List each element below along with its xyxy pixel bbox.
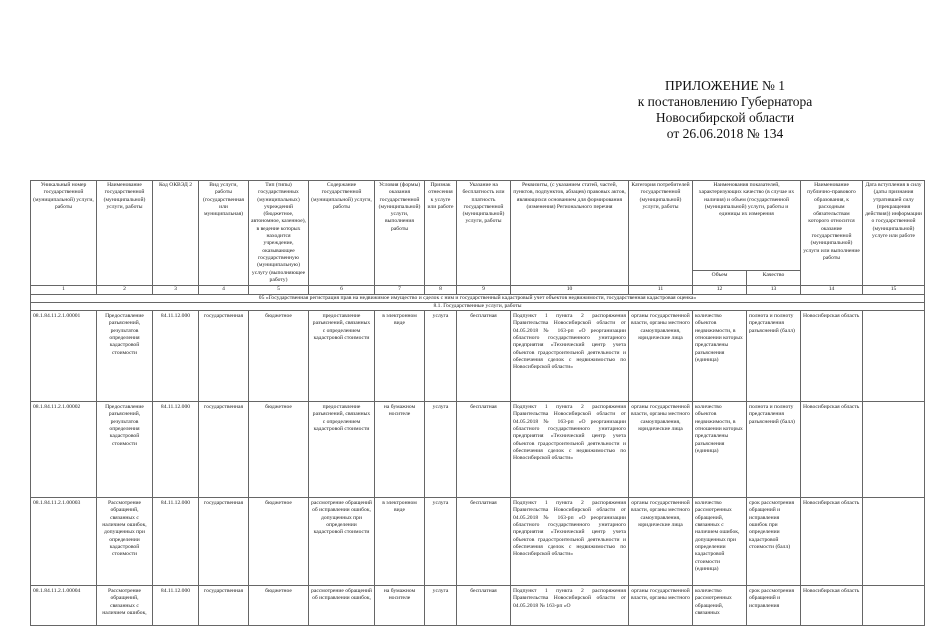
cell-name: Рассмотрение обращений, связанных с наличием ошибок, — [97, 586, 153, 626]
column-number: 11 — [629, 286, 693, 295]
cell-code: 08.1.84.11.2.1.00004 — [31, 586, 97, 626]
cell-inst-type: бюджетное — [249, 402, 309, 498]
cell-kind: государственная — [199, 311, 249, 402]
cell-inst-type: бюджетное — [249, 311, 309, 402]
cell-entity: Новосибирская область — [801, 498, 863, 586]
cell-payment: бесплатная — [457, 402, 511, 498]
section-row — [31, 295, 925, 303]
subsection-title: 8.1. Государственные услуги, работы — [31, 303, 925, 311]
column-number: 14 — [801, 286, 863, 295]
cell-quality: полнота и полноту представления разъяснений (балл) — [747, 311, 801, 402]
col-header-legal: Реквизиты, (с указанием статей, частей, пунктов, подпунктов, абзацев) правовых актов, являющихся основанием для формирования (изменения) Регионального перечня — [511, 181, 629, 286]
col-header-inst-type: Тип (типы) государственных (муниципальных) учреждений (бюджетное, автономное, казенное), в ведение которых находится учреждение, оказывающее государственную (муниципальную) услугу (выполняющее работу) — [249, 181, 309, 286]
col-header-kind: Вид услуги, работы (государственная или муниципальная) — [199, 181, 249, 286]
appendix-region: Новосибирской области — [655, 110, 795, 125]
table-row — [31, 586, 925, 626]
cell-content: рассмотрение обращений об исправлении ошибок, допущенных при определении кадастровой стоимости — [309, 498, 375, 586]
header-row — [31, 181, 925, 271]
cell-volume: количество объектов недвижимости, в отношении которых представлены разъяснения (единица) — [693, 311, 747, 402]
cell-conditions: в электронном виде — [375, 498, 425, 586]
cell-name: Рассмотрение обращений, связанных с наличием ошибок, допущенных при определении кадастровой стоимости — [97, 498, 153, 586]
col-header-date: Дата вступления в силу (даты признания утратившей силу (прекращения действия)) информации о государственной (муниципальной) услуге или работе — [863, 181, 925, 286]
cell-sign: услуга — [425, 498, 457, 586]
column-number: 6 — [309, 286, 375, 295]
cell-entity: Новосибирская область — [801, 586, 863, 626]
cell-legal: Подпункт 1 пункта 2 распоряжения Правительства Новосибирской области от 04.05.2018 № 163-рп «О — [511, 586, 629, 626]
column-number: 8 — [425, 286, 457, 295]
cell-consumers: органы государственной власти, органы местного самоуправления, юридические лица — [629, 311, 693, 402]
appendix-date: от 26.06.2018 № 134 — [666, 126, 784, 141]
cell-payment: бесплатная — [457, 498, 511, 586]
cell-payment: бесплатная — [457, 311, 511, 402]
cell-consumers: органы государственной власти, органы местного самоуправления, юридические лица — [629, 402, 693, 498]
cell-date — [863, 402, 925, 498]
column-number: 13 — [747, 286, 801, 295]
col-header-indicators: Наименования показателей, характеризующих качество (в случае их наличия) и объем (государственной (муниципальной) услуги, работы и единицы их измерения — [693, 181, 801, 271]
cell-conditions: в электронном виде — [375, 311, 425, 402]
cell-okved: 84.11.12.000 — [153, 498, 199, 586]
cell-okved: 84.11.12.000 — [153, 586, 199, 626]
cell-conditions: на бумажном носителе — [375, 402, 425, 498]
cell-kind: государственная — [199, 498, 249, 586]
table-row — [31, 311, 925, 402]
column-number: 9 — [457, 286, 511, 295]
column-number: 7 — [375, 286, 425, 295]
cell-name: Предоставление разъяснений, результатов определения кадастровой стоимости — [97, 402, 153, 498]
column-number: 10 — [511, 286, 629, 295]
cell-volume: количество объектов недвижимости, в отношении которых представлены разъяснения (единица) — [693, 402, 747, 498]
column-number: 1 — [31, 286, 97, 295]
cell-payment: бесплатная — [457, 586, 511, 626]
col-header-payment: Указание на бесплатность или платность государственной (муниципальной) услуги, работы — [457, 181, 511, 286]
col-header-quality: Качество — [747, 271, 801, 286]
column-number: 5 — [249, 286, 309, 295]
cell-legal: Подпункт 1 пункта 2 распоряжения Правительства Новосибирской области от 04.05.2018 № 163-рп «О реорганизации областного государственного унитарного предприятия «Технический центр учета объектов градостроительной деятельности и обеспечения сделок с недвижимостью по Новосибирской области» — [511, 498, 629, 586]
cell-kind: государственная — [199, 402, 249, 498]
cell-quality: срок рассмотрения обращений и исправления ошибок при определении кадастровой стоимости (балл) — [747, 498, 801, 586]
cell-legal: Подпункт 1 пункта 2 распоряжения Правительства Новосибирской области от 04.05.2018 № 163-рп «О реорганизации областного государственного унитарного предприятия «Технический центр учета объектов градостроительной деятельности и обеспечения сделок с недвижимостью по Новосибирской области» — [511, 311, 629, 402]
column-number: 15 — [863, 286, 925, 295]
col-header-entity: Наименование публично-правового образования, к расходным обязательствам которого относится оказание государственной (муниципальной) услуги или выполнение работы — [801, 181, 863, 286]
cell-okved: 84.11.12.000 — [153, 402, 199, 498]
cell-quality: полнота и полноту представления разъяснений (балл) — [747, 402, 801, 498]
services-registry-table — [30, 180, 925, 626]
column-number: 12 — [693, 286, 747, 295]
cell-volume: количество рассмотренных обращений, связанных — [693, 586, 747, 626]
cell-name: Предоставление разъяснений, результатов определения кадастровой стоимости — [97, 311, 153, 402]
col-header-sign: Признак отнесения к услуге или работе — [425, 181, 457, 286]
cell-conditions: на бумажном носителе — [375, 586, 425, 626]
col-header-okved: Код ОКВЭД 2 — [153, 181, 199, 286]
cell-consumers: органы государственной власти, органы местного — [629, 586, 693, 626]
subsection-row — [31, 303, 925, 311]
table-row — [31, 402, 925, 498]
cell-okved: 84.11.12.000 — [153, 311, 199, 402]
cell-entity: Новосибирская область — [801, 311, 863, 402]
col-header-name: Наименование государственной (муниципальной) услуги, работы — [97, 181, 153, 286]
cell-code: 08.1.84.11.2.1.00002 — [31, 402, 97, 498]
appendix-title: ПРИЛОЖЕНИЕ № 1 — [664, 78, 786, 93]
cell-kind: государственная — [199, 586, 249, 626]
cell-consumers: органы государственной власти, органы местного самоуправления, юридические лица — [629, 498, 693, 586]
cell-code: 08.1.84.11.2.1.00003 — [31, 498, 97, 586]
column-numbers-row — [31, 286, 925, 295]
document-header — [560, 78, 890, 142]
cell-content: предоставление разъяснений, связанных с определением кадастровой стоимости — [309, 311, 375, 402]
cell-date — [863, 311, 925, 402]
column-number: 3 — [153, 286, 199, 295]
cell-inst-type: бюджетное — [249, 498, 309, 586]
cell-date — [863, 586, 925, 626]
section-title: 05 «Государственная регистрация прав на недвижимое имущество и сделок с ним и государственный кадастровый учет объектов недвижимости, государственная кадастровая оценка» — [31, 295, 925, 303]
cell-legal: Подпункт 1 пункта 2 распоряжения Правительства Новосибирской области от 04.05.2018 № 163-рп «О реорганизации областного государственного унитарного предприятия «Технический центр учета объектов градостроительной деятельности и обеспечения сделок с недвижимостью по Новосибирской области» — [511, 402, 629, 498]
table-row — [31, 498, 925, 586]
column-number: 2 — [97, 286, 153, 295]
col-header-volume: Объем — [693, 271, 747, 286]
col-header-code: Уникальный номер государственной (муниципальной) услуги, работы — [31, 181, 97, 286]
column-number: 4 — [199, 286, 249, 295]
appendix-reference: к постановлению Губернатора — [637, 94, 813, 109]
col-header-consumers: Категория потребителей государственной (муниципальной) услуги, работы — [629, 181, 693, 286]
cell-sign: услуга — [425, 311, 457, 402]
cell-content: предоставление разъяснений, связанных с определением кадастровой стоимости — [309, 402, 375, 498]
cell-code: 08.1.84.11.2.1.00001 — [31, 311, 97, 402]
cell-inst-type: бюджетное — [249, 586, 309, 626]
cell-sign: услуга — [425, 586, 457, 626]
col-header-content: Содержание государственной (муниципальной) услуги, работы — [309, 181, 375, 286]
cell-sign: услуга — [425, 402, 457, 498]
cell-entity: Новосибирская область — [801, 402, 863, 498]
cell-quality: срок рассмотрения обращений и исправления — [747, 586, 801, 626]
cell-content: рассмотрение обращений об исправлении ошибок, — [309, 586, 375, 626]
col-header-conditions: Условия (формы) оказания государственной (муниципальной) услуги, выполнения работы — [375, 181, 425, 286]
cell-volume: количество рассмотренных обращений, связанных с наличием ошибок, допущенных при определении кадастровой стоимости (единица) — [693, 498, 747, 586]
cell-date — [863, 498, 925, 586]
